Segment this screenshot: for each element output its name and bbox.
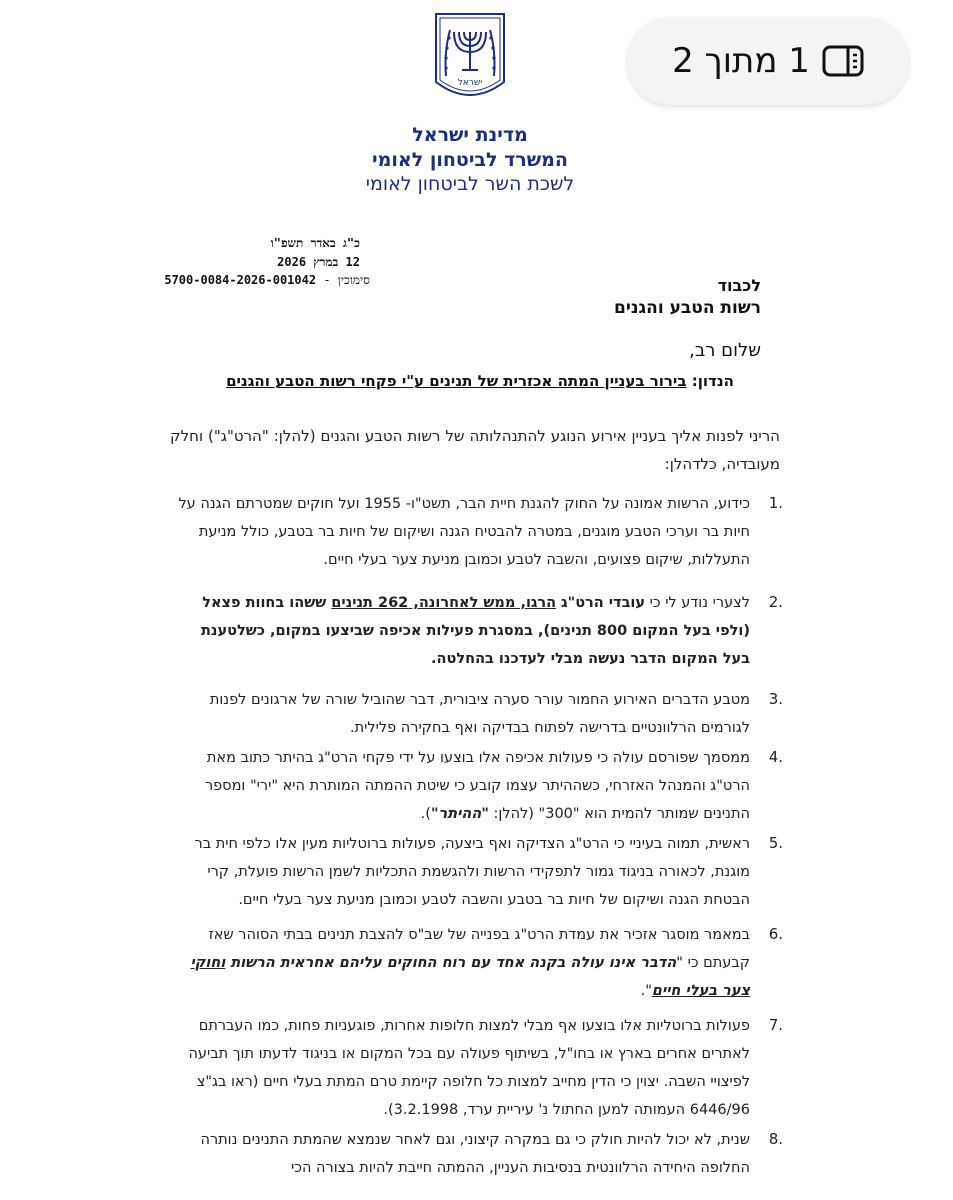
intro-paragraph: הריני לפנות אליך בעניין אירוע הנוגע להתנהלותה של רשות הטבע והגנים (להלן: "הרט"ג") וחלק מעובדיה, כלדהלן:: [170, 427, 780, 473]
item-text: מטבע הדברים האירוע החמור עורר סערה ציבורית, דבר שהוביל שורה של ארגונים לפנות לגורמים הרלוונטיים בדרישה לפתוח בבדיקה ואף בחקירה פלילית.: [209, 692, 750, 736]
subject-text: בירור בעניין המתה אכזרית של תנינים ע"י פקחי רשות הטבע והגנים: [226, 372, 687, 390]
item-text-bold-italic: הדבר אינו עולה בקנה אחד עם רוח החוקים עליהם אחראית הרשות: [225, 955, 677, 971]
item-text-bold-underline: הרגו, ממש לאחרונה, 262 תנינים: [331, 595, 557, 611]
item-number: 4.: [768, 748, 783, 766]
letterhead-office: לשכת השר לביטחון לאומי: [365, 173, 575, 195]
item-number: 2.: [768, 593, 783, 611]
reference: [160, 273, 370, 288]
item-text-plain: לצערי נודע לי כי: [645, 595, 750, 611]
item-text-plain: ).: [420, 806, 431, 822]
item-number: 3.: [768, 690, 783, 708]
recipient-name: רשות הטבע והגנים: [614, 298, 761, 318]
page-view-icon: [822, 44, 864, 78]
item-text-bold-italic-underline: וחוקי צער בעלי חיים: [190, 955, 750, 999]
item-text: כידוע, הרשות אמונה על החוק להגנת חיית הבר, תשט"ו- 1955 ועל חוקים שמטרתם הגנה על חיות בר וערכי הטבע מוגנים, במטרה להבטיח הגנה ושיקום של חיות בר בטבע, כולל מניעת התעללות, שיקום פצועים, והשבה לטבע וכמובן מניעת צער בעלי חיים.: [178, 496, 750, 568]
item-text: שנית, לא יכול להיות חולק כי גם במקרה קיצוני, וגם לאחר שנמצא שהמתת התנינים נותרה החלופה היחידה הרלוונטית בנסיבות העניין, ההמתה חייבת להיות בצורה הכי: [200, 1132, 750, 1176]
item-text-plain: ממסמך שפורסם עולה כי פעולות אכיפה אלו בוצעו על ידי פקחי הרט"ג בהיתר כתוב מאת הרט"ג והמנהל האזרחי, כשההיתר עצמו קובע כי שיטת ההמתה המותרת היא "ירי" ומספר התנינים שמותר להמית הוא "300" (להלן:: [204, 750, 750, 822]
page-indicator-label: 1 מתוך 2: [672, 41, 810, 81]
reference-label: סימוכין -: [323, 273, 370, 287]
gregorian-date: 12 במרץ 2026: [277, 255, 360, 269]
emblem-caption: ישראל: [457, 78, 483, 88]
item-number: 7.: [768, 1016, 783, 1034]
item-text: פעולות ברוטליות אלו בוצעו אף מבלי למצות חלופות אחרות, פוגעניות פחות, כמו העברתם לאתרים אחרים בארץ או בחו"ל, בשיתוף פעולה עם בכל המקום או בניגוד לדעתו תוך תביעה לפיצויי השבה. יצוין כי הדין מחייב למצות כל חלופה קיימת טרם המתת בעלי חיים (ראו בג"צ 6446/96 העמותה למען החתול נ' עיריית ערד, 3.2.1998).: [188, 1018, 750, 1118]
item-text: [170, 921, 750, 1005]
item-text: ראשית, תמוה בעיניי כי הרט"ג הצדיקה ואף ביצעה, פעולות ברוטליות מעין אלו כלפי חית בר מוגנת, לכאורה בניגוד גמור לתפקידי הרשות ולהגשמת התכליות לשמן הרשות פועלת, קרי הבטחת הגנה ושיקום של חיות בר בטבע והשבה לטבע וכמובן מניעת צער בעלי חיים.: [194, 836, 750, 908]
reference-number: 5700-0084-2026-001042: [164, 273, 317, 287]
item-text-bold: ששהו בחוות פצאל (ולפי בעל המקום 800 תנינים), במסגרת פעילות אכיפה שביצעו במקום, כשלטענת בעל המקום הדבר נעשה מבלי לעדכנו בהחלטה.: [201, 595, 750, 667]
item-number: 5.: [768, 834, 783, 852]
subject-label: הנדון:: [691, 372, 734, 390]
item-text-bold-italic: "ההיתר": [430, 806, 489, 822]
item-number: 1.: [768, 494, 783, 512]
state-emblem-icon: [432, 12, 508, 102]
item-number: 6.: [768, 925, 783, 943]
item-text: [170, 589, 750, 673]
item-number: 8.: [768, 1130, 783, 1148]
subject-line: [180, 372, 780, 390]
item-text: [170, 744, 750, 828]
item-text-bold: עובדי הרט"ג: [556, 595, 646, 611]
letterhead-ministry: המשרד לביטחון לאומי: [372, 149, 568, 171]
page-indicator[interactable]: [627, 17, 909, 105]
item-text-plain: ".: [640, 983, 652, 999]
hebrew-date: כ"ג באדר תשפ"ו: [270, 236, 360, 250]
greeting: שלום רב,: [689, 340, 761, 361]
item-text-plain: במאמר מוסגר אזכיר את עמדת הרט"ג בפנייה של שב"ס להצבת תנינים בבתי הסוהר שאז קבעתם כי ": [208, 927, 750, 971]
letterhead-state: מדינת ישראל: [412, 124, 528, 146]
recipient-to: לכבוד: [717, 276, 761, 295]
